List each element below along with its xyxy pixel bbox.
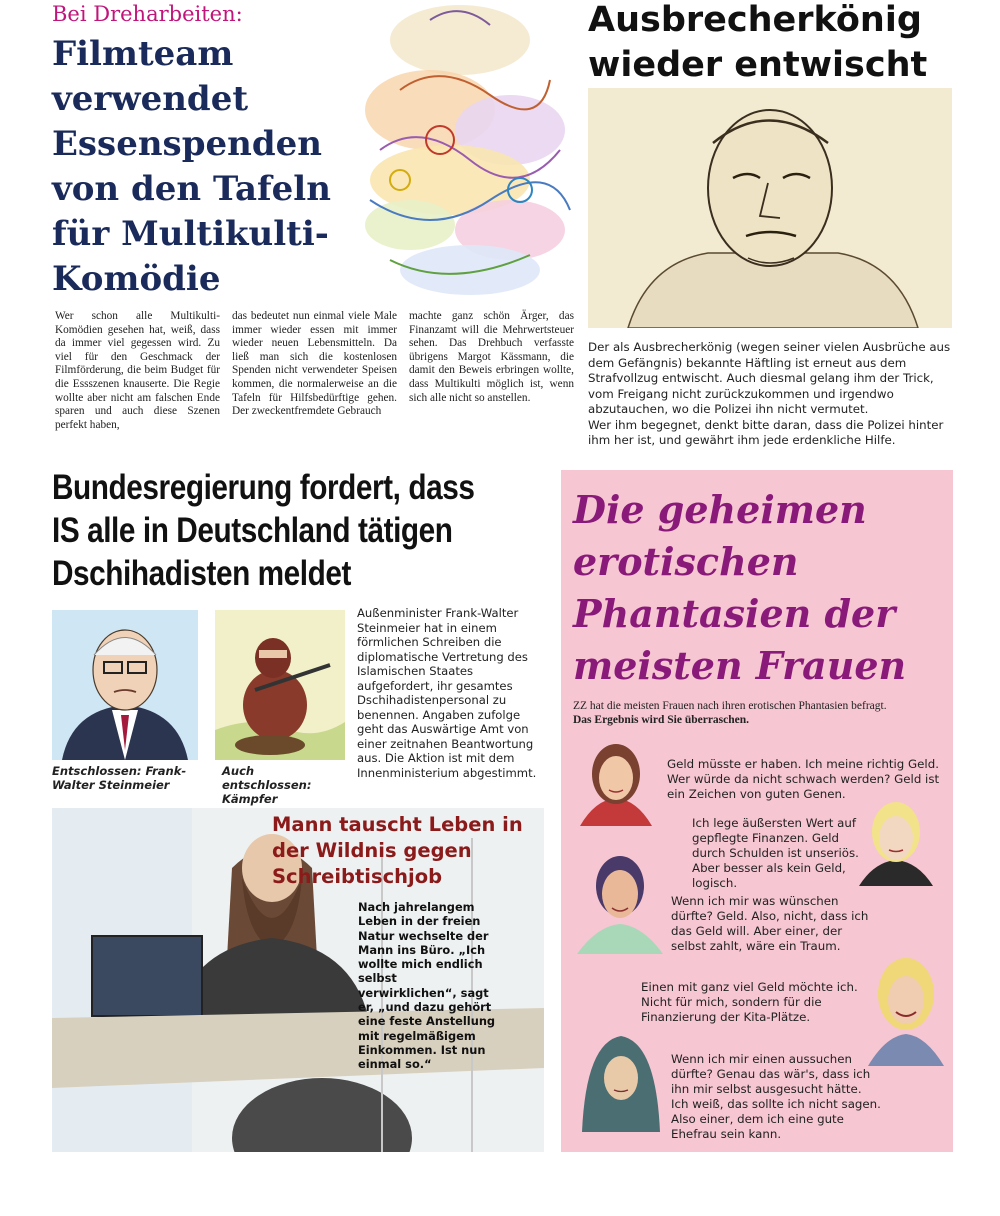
caption-fighter: Auch entschlossen: Kämpfer	[222, 764, 312, 806]
tafeln-body-col2: das bedeutet nun einmal viele Male immer wieder essen mit immer wieder neuen Lebensmitteln. Da ließ man sich die kostenlosen Spenden nicht verwendeter Speisen kommen, die normalerweise an die Tafeln für Hilfsbedürftige gehen. Der zweckentfremdete Gebrauch	[232, 310, 397, 418]
ausbrecher-headline: Ausbrecherkönig wieder entwischt	[588, 0, 928, 85]
phantasien-intro-bold: Das Ergebnis wird Sie überraschen.	[573, 714, 750, 726]
tafeln-kicker: Bei Dreharbeiten:	[52, 2, 243, 26]
ausbrecher-body	[588, 340, 958, 449]
steinmeier-portrait	[52, 610, 198, 760]
wildnis-body: Nach jahrelangem Leben in der freien Natur wechselte der Mann ins Büro. „Ich wollte mich endlich selbst verwirklichen“, sagt er, „und dazu gehört eine feste Anstellung mit regelmäßigem Einkommen. Ist nun einmal so.“	[358, 900, 496, 1072]
wildnis-headline: Mann tauscht Leben in der Wildnis gegen Schreibtischjob	[272, 813, 523, 888]
quote-2: Ich lege äußersten Wert auf gepflegte Finanzen. Geld durch Schulden ist unseriös. Aber besser als kein Geld, logisch.	[692, 816, 859, 890]
tafeln-headline: Filmteam verwendet Essenspenden von den Tafeln für Multikulti-Komödie	[52, 34, 331, 299]
woman4-portrait	[866, 950, 946, 1066]
phantasien-intro-text: ZZ hat die meisten Frauen nach ihren erotischen Phantasien befragt.	[573, 700, 887, 712]
quote-3: Wenn ich mir was wünschen dürfte? Geld. Also, nicht, dass ich das Geld will. Aber einer, der selbst zahlt, wäre ein Traum.	[671, 894, 869, 953]
fighter-portrait	[215, 610, 345, 760]
caption-steinmeier: Entschlossen: Frank-Walter Steinmeier	[52, 764, 187, 792]
phantasien-intro	[573, 699, 943, 727]
prisoner-portrait	[588, 88, 952, 328]
quote-1: Geld müsste er haben. Ich meine richtig Geld. Wer würde da nicht schwach werden? Geld ist ein Zeichen von guten Genen.	[667, 757, 940, 801]
tafeln-body-col3: machte ganz schön Ärger, das Finanzamt will die Mehrwertsteuer sehen. Das Drehbuch verfasste übrigens Margot Kässmann, die damit den Beweis erbringen wollte, dass Multikulti möglich ist, wenn sich alle nicht so anstellen.	[409, 310, 574, 404]
ausbrecher-body-p2: Wer ihm begegnet, denkt bitte daran, dass die Polizei hinter ihm her ist, und gewährt ihm jede erdenkliche Hilfe.	[588, 417, 944, 447]
woman1-portrait	[575, 738, 657, 826]
woman5-portrait	[578, 1022, 664, 1132]
tafeln-body-col1: Wer schon alle Multikulti-Komödien gesehen hat, weiß, dass da immer viel gegessen wird. Zu viel für den Geschmack der Filmförderung, die beim Budget für die Essszenen knauserte. Die Regie wollte aber nicht am falschen Ende sparen und auch diese Szenen perfekt haben,	[55, 310, 220, 431]
quote-5: Wenn ich mir einen aussuchen dürfte? Genau das wär's, dass ich ihn mir selbst ausgesucht hätte. Ich weiß, das sollte ich nicht sagen. Also einer, dem ich eine gute Ehefrau sein kann.	[671, 1052, 881, 1141]
food-illustration	[340, 0, 578, 305]
quote-4: Einen mit ganz viel Geld möchte ich. Nicht für mich, sondern für die Finanzierung der Kita-Plätze.	[641, 980, 858, 1024]
woman3-portrait	[577, 848, 663, 954]
ausbrecher-body-p1: Der als Ausbrecherkönig (wegen seiner vielen Ausbrüche aus dem Gefängnis) bekannte Häftling ist erneut aus dem Strafvollzug entwischt. Auch diesmal gelang ihm der Trick, vom Freigang nicht zurückzukommen und irgendwo abzutauchen, wo die Polizei ihn nicht vermutet.	[588, 340, 951, 416]
bundesregierung-body: Außenminister Frank-Walter Steinmeier hat in einem förmlichen Schreiben die diplomatische Vertretung des Islamischen Staates aufgefordert, ihr gesamtes Dschihadistenpersonal zu benennen. Angaben zufolge geht das Auswärtige Amt von einer zeitnahen Beantwortung aus. Die Aktion ist mit dem Innenministerium abgestimmt.	[357, 606, 537, 780]
bundesregierung-headline: Bundesregierung fordert, dass IS alle in Deutschland tätigen Dschihadisten meldet	[52, 468, 475, 593]
phantasien-headline: Die geheimen erotischen Phantasien der meisten Frauen	[573, 487, 907, 688]
woman2-portrait	[854, 798, 938, 886]
